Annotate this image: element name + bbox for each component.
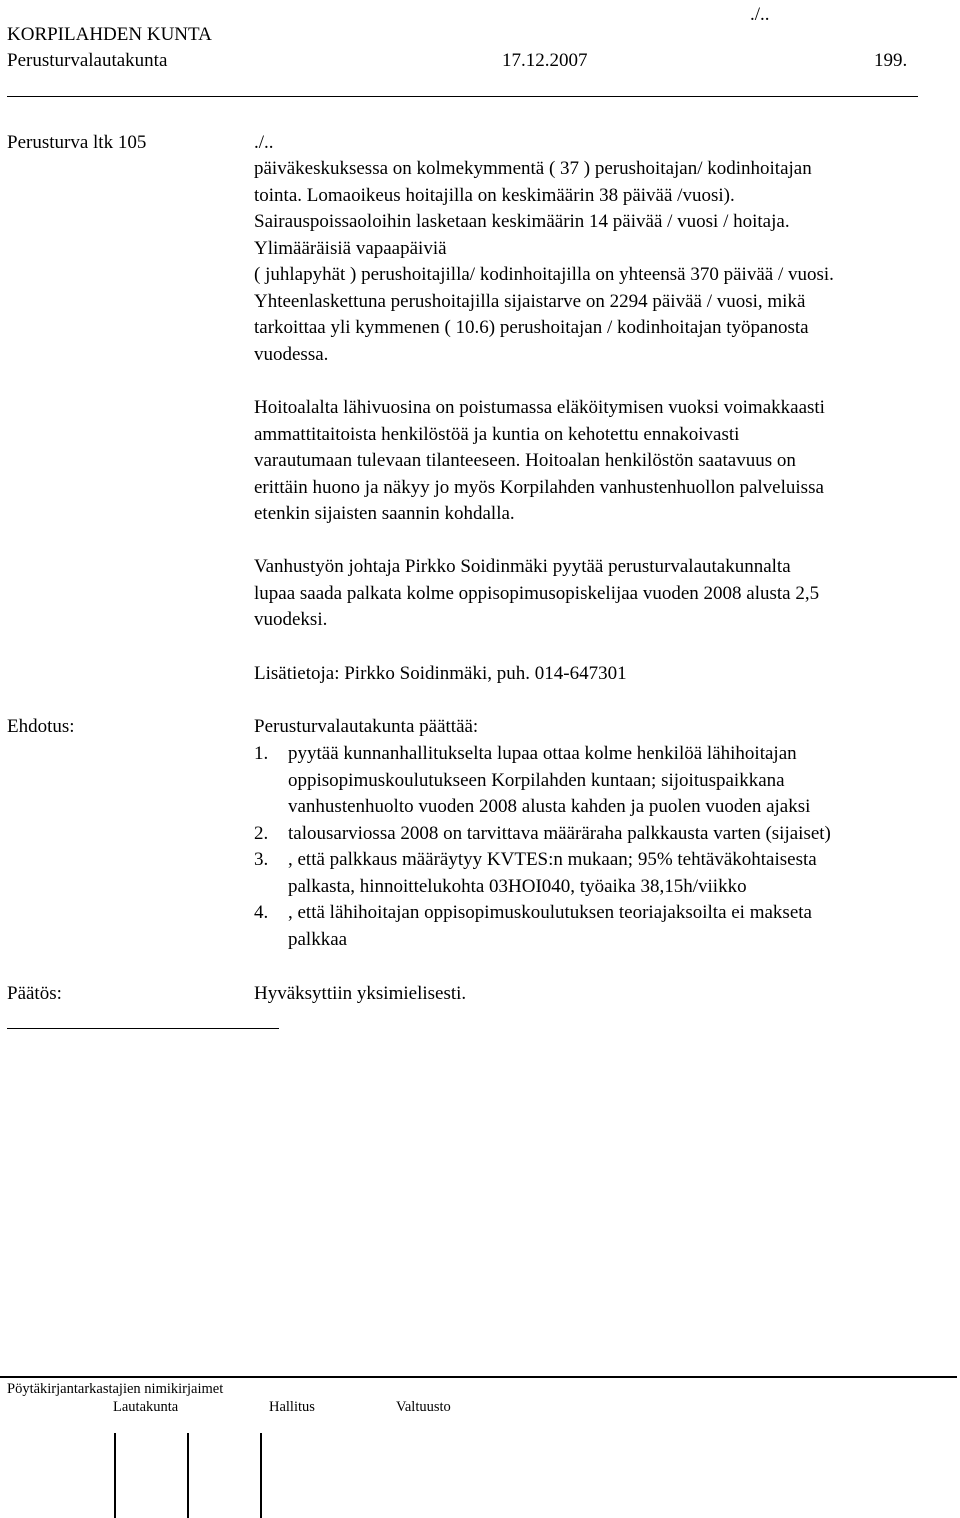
paragraph-request xyxy=(254,554,819,634)
municipality-name: KORPILAHDEN KUNTA xyxy=(7,24,212,45)
text-line: Lisätietoja: Pirkko Soidinmäki, puh. 014-647301 xyxy=(254,663,627,684)
text-line: oppisopimuskoulutukseen Korpilahden kuntaan; sijoituspaikkana xyxy=(288,769,785,791)
continuation-marker: ./.. xyxy=(254,132,274,153)
list-item-number: 1. xyxy=(254,743,269,764)
signature-line xyxy=(187,1433,189,1518)
text-line: palkasta, hinnoittelukohta 03HOI040, työaika 38,15h/viikko xyxy=(288,875,747,897)
text-line: tointa. Lomaoikeus hoitajilla on keskimäärin 38 päivää /vuosi). xyxy=(254,184,735,206)
text-line: vuodeksi. xyxy=(254,609,328,630)
continuation-marker-top: ./.. xyxy=(750,4,770,25)
proposal-list xyxy=(254,741,954,953)
decision-text: Hyväksyttiin yksimielisesti. xyxy=(254,983,467,1004)
text-line: Ylimääräisiä vapaapäiviä xyxy=(254,237,447,259)
text-line: vanhustenhuolto vuoden 2008 alusta kahden ja puolen vuoden ajaksi xyxy=(288,796,811,817)
list-item xyxy=(254,900,954,953)
text-line: vuodessa. xyxy=(254,343,329,365)
footer-column-valtuusto: Valtuusto xyxy=(396,1399,451,1415)
page-number: 199. xyxy=(874,50,908,71)
text-line: Vanhustyön johtaja Pirkko Soidinmäki pyytää perusturvalautakunnalta xyxy=(254,556,791,577)
signature-line xyxy=(114,1433,116,1518)
section-label: Perusturva ltk 105 xyxy=(7,132,147,153)
text-line: palkkaa xyxy=(288,928,348,950)
list-item-number: 2. xyxy=(254,822,269,844)
text-line: talousarviossa 2008 on tarvittava määräraha palkkausta varten (sijaiset) xyxy=(288,822,831,844)
text-line: tarkoittaa yli kymmenen ( 10.6) perushoitajan / kodinhoitajan työpanosta xyxy=(254,317,809,338)
list-item-number: 4. xyxy=(254,902,269,923)
footer-title: Pöytäkirjantarkastajien nimikirjaimet xyxy=(7,1381,224,1397)
text-line: Yhteenlaskettuna perushoitajilla sijaistarve on 2294 päivää / vuosi, mikä xyxy=(254,290,806,312)
proposal-heading: Perusturvalautakunta päättää: xyxy=(254,716,479,737)
text-line: päiväkeskuksessa on kolmekymmentä ( 37 ) perushoitajan/ kodinhoitajan xyxy=(254,158,812,179)
text-line: erittäin huono ja näkyy jo myös Korpilahden vanhustenhuollon palveluissa xyxy=(254,476,824,498)
text-line: Sairauspoissaoloihin lasketaan keskimäärin 14 päivää / vuosi / hoitaja. xyxy=(254,211,790,232)
text-line: Hoitoalalta lähivuosina on poistumassa eläköitymisen vuoksi voimakkaasti xyxy=(254,397,825,418)
text-line: , että palkkaus määräytyy KVTES:n mukaan; 95% tehtäväkohtaisesta xyxy=(288,849,817,870)
meeting-date: 17.12.2007 xyxy=(502,50,588,71)
text-line: , että lähihoitajan oppisopimuskoulutuksen teoriajaksoilta ei makseta xyxy=(288,902,812,923)
text-line: ammattitaitoista henkilöstöä ja kuntia on kehotettu ennakoivasti xyxy=(254,423,740,445)
list-item-number: 3. xyxy=(254,849,269,870)
paragraph-retirement xyxy=(254,395,825,528)
text-line: pyytää kunnanhallitukselta lupaa ottaa kolme henkilöä lähihoitajan xyxy=(288,743,797,764)
text-line: varautumaan tulevaan tilanteeseen. Hoitoalan henkilöstön saatavuus on xyxy=(254,450,796,471)
paragraph-staffing xyxy=(254,156,834,368)
section-end-divider xyxy=(7,1028,279,1029)
text-line: ( juhlapyhät ) perushoitajilla/ kodinhoitajilla on yhteensä 370 päivää / vuosi. xyxy=(254,264,834,285)
header-divider xyxy=(7,96,918,97)
signature-line xyxy=(260,1433,262,1518)
list-item xyxy=(254,741,954,821)
decision-label: Päätös: xyxy=(7,983,62,1004)
footer-column-hallitus: Hallitus xyxy=(269,1399,315,1415)
text-line: lupaa saada palkata kolme oppisopimusopiskelijaa vuoden 2008 alusta 2,5 xyxy=(254,582,820,604)
board-name: Perusturvalautakunta xyxy=(7,50,168,71)
paragraph-contact-info xyxy=(254,661,627,688)
proposal-label: Ehdotus: xyxy=(7,716,75,737)
text-line: etenkin sijaisten saannin kohdalla. xyxy=(254,503,515,524)
list-item xyxy=(254,821,954,848)
footer-column-lautakunta: Lautakunta xyxy=(113,1399,179,1415)
footer-divider xyxy=(0,1376,957,1378)
list-item xyxy=(254,847,954,900)
